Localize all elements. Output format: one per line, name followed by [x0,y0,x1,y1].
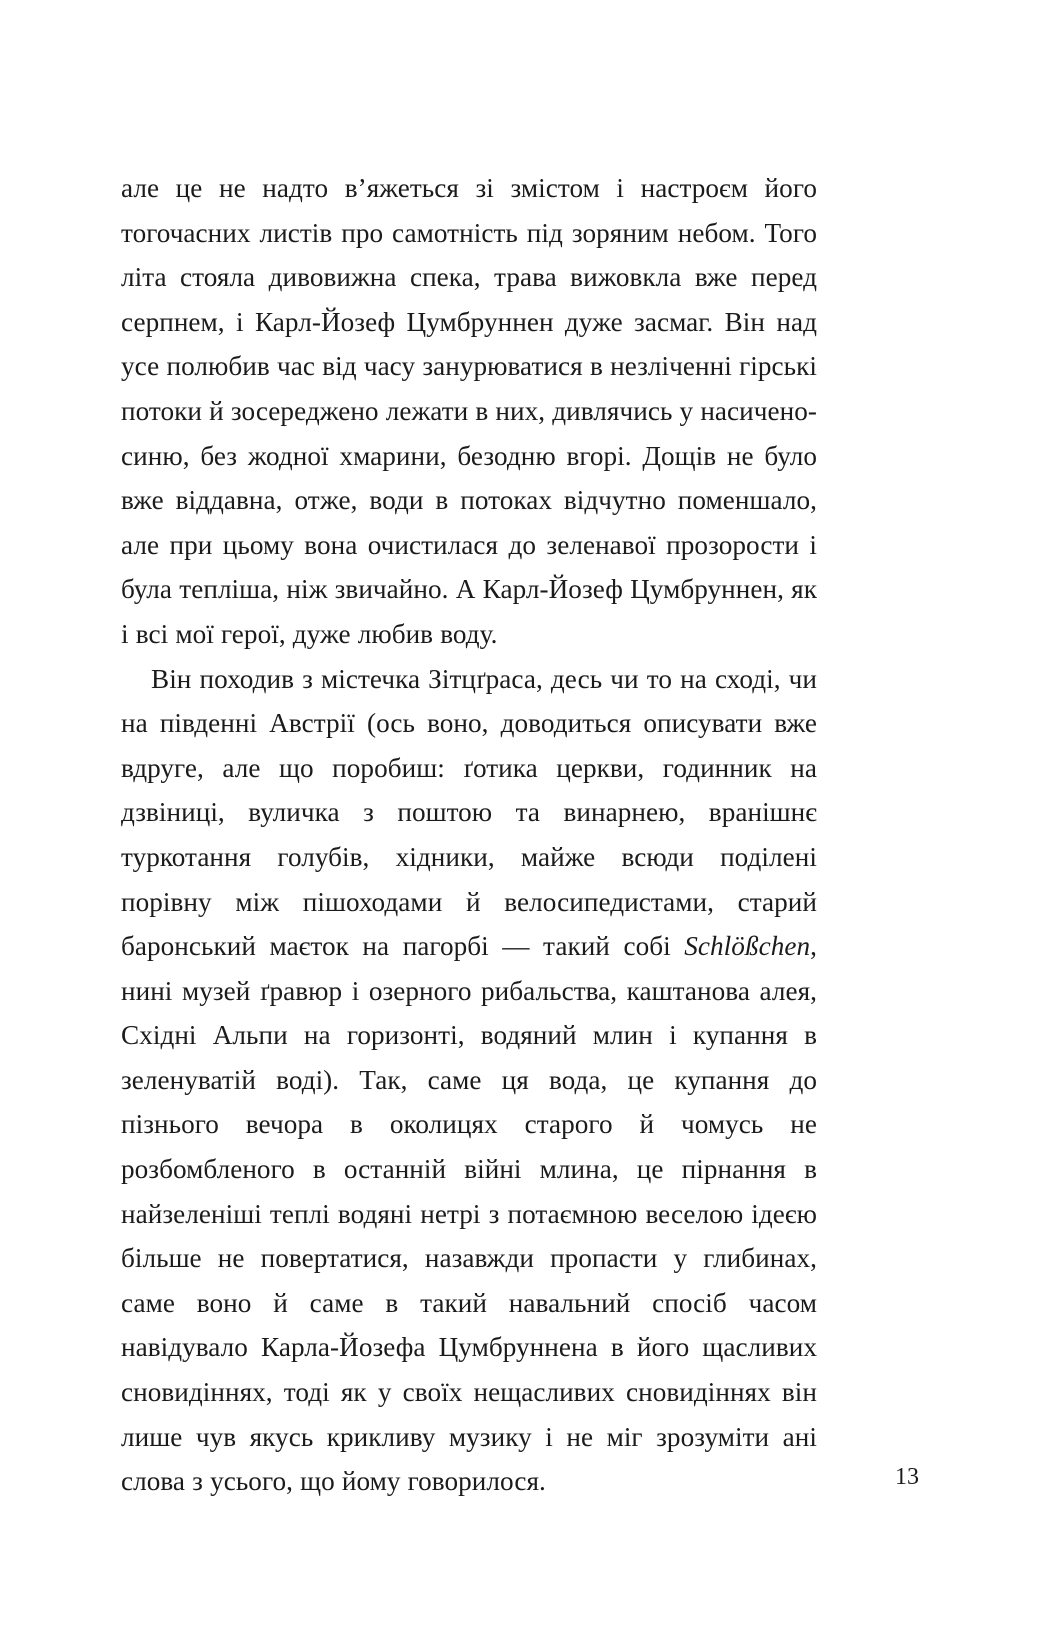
foreign-word-schlosschen: Schlößchen [684,931,811,962]
paragraph-continued: але це не надто в’яжеться зі змістом і настроєм його тогочасних листів про самотність під зоряним небом. Того літа стояла дивовижна спека, трава вижовкла вже перед серпнем, і Карл-Йозеф Цумбруннен дуже засмаг. Він над усе полюбив час від часу занурюватися в незліченні гірські потоки й зосереджено лежати в них, дивлячись у насичено-синю, без жодної хмарини, безодню вгорі. Дощів не було вже віддавна, отже, води в потоках відчутно поменшало, але при цьому вона очистилася до зеленавої прозорости і була тепліша, ніж звичайно. А Карл-Йозеф Цумбруннен, як і всі мої герої, дуже любив воду. [121,173,817,649]
paragraph-text-before-italic: Він походив з містечка Зітцґраса, десь чи то на сході, чи на південні Австрії (ось воно, доводиться описувати вже вдруге, але що поробиш: ґотика церкви, годинник на дзвіниці, вуличка з поштою та винарнею, вранішнє туркотання голубів, хідники, майже всюди поділені порівну між пішоходами й велосипедистами, старий баронський маєток на пагорбі — такий собі [121,663,817,962]
paragraph-text-after-italic: , нині музей ґравюр і озерного рибальства, каштанова алея, Східні Альпи на горизонті, водяний млин і купання в зеленуватій воді). Так, саме ця вода, це купання до пізнього вечора в околицях старого й чомусь не розбомбленого в останній війні млина, це пірнання в найзеленіші теплі водяні нетрі з потаємною веселою ідеєю більше не повертатися, назавжди пропасти у глибинах, саме воно й саме в такий навальний спосіб часом навідувало Карла-Йозефа Цумбруннена в його щасливих сновидіннях, тоді як у своїх нещасливих сновидіннях він лише чув якусь крикливу музику і не міг зрозуміти ані слова з усього, що йому говорилося. [121,931,817,1497]
paragraph-zitzgras [121,657,817,1504]
page-number-folio: 13 [895,1464,919,1490]
page-text-block [121,166,817,1504]
